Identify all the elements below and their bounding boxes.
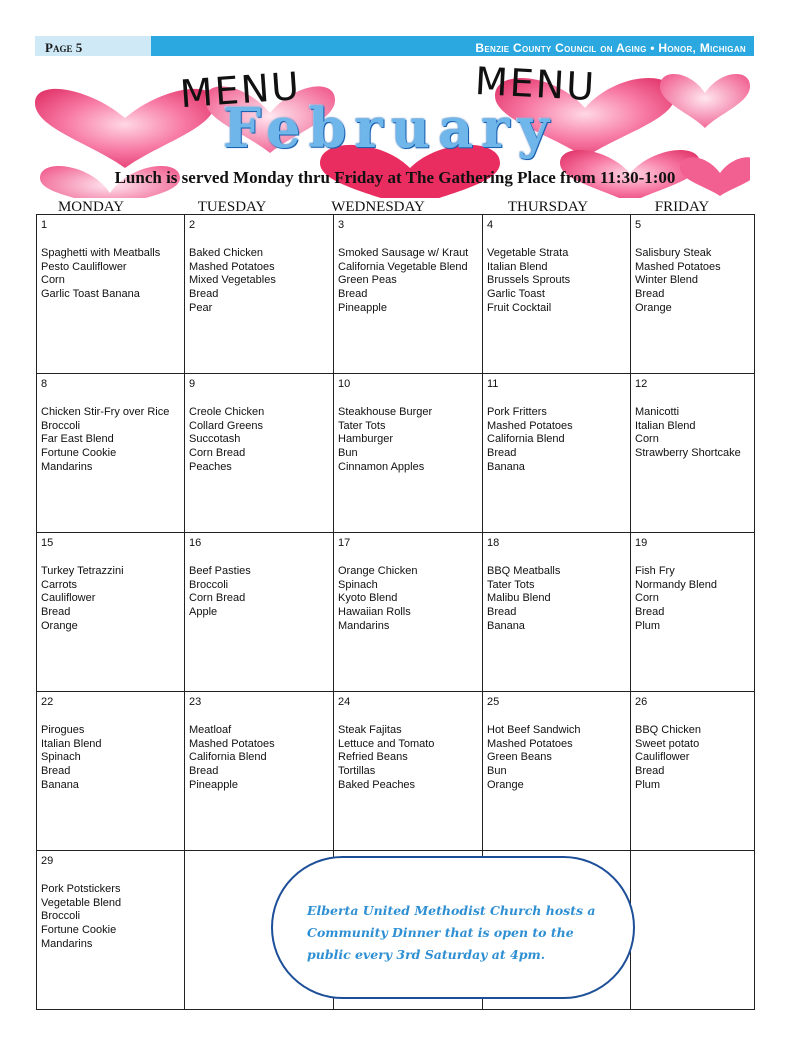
menu-item: Bread — [635, 606, 665, 619]
menu-item: Succotash — [189, 433, 241, 446]
menu-item: Bread — [189, 288, 219, 301]
date-number: 16 — [189, 537, 202, 549]
menu-item: Mashed Potatoes — [189, 260, 275, 273]
menu-item: Spinach — [338, 578, 378, 591]
date-number: 25 — [487, 696, 500, 708]
menu-item: Meatloaf — [189, 723, 232, 736]
notice-text: Elberta United Methodist Church hosts a Community Dinner that is open to the public every 3rd Saturday at 4pm. — [307, 903, 596, 962]
menu-item: Brussels Sprouts — [487, 274, 571, 287]
menu-item: Fortune Cookie — [41, 447, 117, 460]
menu-item: Bun — [487, 765, 507, 778]
menu-item: Mandarins — [41, 460, 93, 473]
menu-item: Sweet potato — [635, 737, 700, 750]
calendar-day-cell — [334, 533, 483, 692]
page-number-label: Page 5 — [35, 36, 151, 56]
menu-item: Salisbury Steak — [635, 246, 712, 259]
menu-item: Steak Fajitas — [338, 723, 402, 736]
menu-item: Corn Bread — [189, 592, 246, 605]
menu-item: Green Beans — [487, 751, 552, 764]
menu-item: Fish Fry — [635, 564, 675, 577]
date-number: 19 — [635, 537, 648, 549]
menu-item: Kyoto Blend — [338, 592, 398, 605]
menu-item: Garlic Toast Banana — [41, 288, 140, 301]
menu-item: Vegetable Strata — [487, 246, 569, 259]
date-number: 23 — [189, 696, 202, 708]
menu-item: Pesto Cauliflower — [41, 260, 127, 273]
menu-item: Bread — [41, 765, 71, 778]
menu-item: Far East Blend — [41, 433, 114, 446]
menu-item: Mashed Potatoes — [635, 260, 721, 273]
day-header-thursday: THURSDAY — [507, 199, 589, 215]
menu-item: California Blend — [487, 433, 565, 446]
menu-item: Italian Blend — [41, 737, 102, 750]
calendar-day-cell — [37, 374, 185, 533]
day-header-friday: FRIDAY — [654, 199, 710, 215]
calendar-day-cell — [631, 692, 755, 851]
date-number: 11 — [487, 378, 499, 390]
date-number: 2 — [189, 219, 196, 231]
menu-item: Chicken Stir-Fry over Rice — [41, 405, 170, 418]
menu-item: Broccoli — [189, 578, 229, 591]
calendar-day-cell — [631, 215, 755, 374]
date-number: 8 — [41, 378, 48, 390]
menu-item: Corn Bread — [189, 447, 246, 460]
menu-item: Plum — [635, 619, 661, 632]
calendar-week-row — [37, 374, 755, 533]
date-number: 1 — [41, 219, 48, 231]
calendar-day-cell — [631, 533, 755, 692]
menu-item: Bread — [487, 447, 517, 460]
menu-item: Turkey Tetrazzini — [41, 564, 124, 577]
date-number: 9 — [189, 378, 196, 390]
menu-item: Smoked Sausage w/ Kraut — [338, 246, 469, 259]
menu-item: Bread — [338, 288, 368, 301]
menu-item: BBQ Meatballs — [487, 564, 561, 577]
calendar-day-cell — [334, 374, 483, 533]
menu-item: Broccoli — [41, 419, 81, 432]
menu-item: Mashed Potatoes — [487, 737, 573, 750]
menu-item: Spaghetti with Meatballs — [41, 246, 161, 259]
menu-item: Steakhouse Burger — [338, 405, 433, 418]
menu-item: Banana — [41, 778, 79, 791]
menu-item: Pork Fritters — [487, 405, 547, 418]
menu-item: Malibu Blend — [487, 592, 551, 605]
lunch-schedule: Lunch is served Monday thru Friday at The Gathering Place from 11:30-1:00 — [114, 168, 676, 187]
calendar-day-cell — [37, 215, 185, 374]
date-number: 5 — [635, 219, 642, 231]
date-number: 15 — [41, 537, 54, 549]
menu-item: Plum — [635, 778, 661, 791]
menu-item: Fruit Cocktail — [487, 301, 552, 314]
menu-item: Corn — [41, 274, 65, 287]
day-header-tuesday: TUESDAY — [197, 199, 267, 215]
menu-item: Creole Chicken — [189, 405, 265, 418]
menu-item: Hamburger — [338, 433, 394, 446]
menu-item: Mixed Vegetables — [189, 274, 276, 287]
menu-item: Manicotti — [635, 405, 680, 418]
menu-item: Bread — [635, 288, 665, 301]
menu-item: Corn — [635, 592, 659, 605]
calendar-week-row — [37, 692, 755, 851]
menu-item: Beef Pasties — [189, 564, 251, 577]
date-number: 29 — [41, 855, 54, 867]
organization-label: Benzie County Council on Aging • Honor, Michigan — [475, 41, 746, 55]
calendar-week-row — [37, 215, 755, 374]
day-header-wednesday: WEDNESDAY — [331, 199, 425, 215]
menu-item: Bread — [487, 606, 517, 619]
menu-item: Mandarins — [338, 619, 390, 632]
menu-item: Green Peas — [338, 274, 397, 287]
month-title: February — [222, 96, 558, 160]
menu-item: Italian Blend — [487, 260, 548, 273]
calendar-day-cell — [631, 374, 755, 533]
calendar-week-row — [37, 533, 755, 692]
menu-item: Fortune Cookie — [41, 924, 117, 937]
menu-item: Pork Potstickers — [41, 882, 121, 895]
calendar-day-cell — [37, 851, 185, 1010]
calendar-day-cell — [37, 692, 185, 851]
date-number: 18 — [487, 537, 500, 549]
menu-item: Broccoli — [41, 910, 81, 923]
menu-item: Bread — [189, 765, 219, 778]
menu-item: Cauliflower — [41, 592, 96, 605]
menu-item: Cauliflower — [635, 751, 690, 764]
page-header — [35, 36, 754, 56]
date-number: 3 — [338, 219, 345, 231]
calendar-day-cell — [185, 374, 334, 533]
menu-item: Spinach — [41, 751, 81, 764]
menu-item: Apple — [189, 606, 218, 619]
menu-item: Banana — [487, 460, 525, 473]
menu-item: Vegetable Blend — [41, 896, 122, 909]
menu-item: Tortillas — [338, 765, 376, 778]
calendar-day-cell — [483, 215, 631, 374]
menu-item: Peaches — [189, 460, 232, 473]
date-number: 22 — [41, 696, 54, 708]
menu-item: Tater Tots — [338, 419, 386, 432]
menu-item: Orange — [635, 301, 672, 314]
calendar-day-cell — [185, 215, 334, 374]
menu-item: Baked Peaches — [338, 778, 416, 791]
menu-item: Collard Greens — [189, 419, 263, 432]
menu-heading-left: MENU — [178, 63, 303, 117]
community-dinner-notice — [271, 856, 635, 999]
menu-item: Mandarins — [41, 937, 93, 950]
menu-item: Pineapple — [189, 778, 238, 791]
menu-item: Mashed Potatoes — [189, 737, 275, 750]
menu-item: Corn — [635, 433, 659, 446]
menu-item: Orange Chicken — [338, 564, 418, 577]
calendar-day-cell — [37, 533, 185, 692]
menu-item: Refried Beans — [338, 751, 408, 764]
date-number: 4 — [487, 219, 494, 231]
menu-item: Pear — [189, 301, 213, 314]
day-header-monday: MONDAY — [57, 199, 125, 215]
menu-item: Tater Tots — [487, 578, 535, 591]
calendar-day-cell — [483, 374, 631, 533]
date-number: 10 — [338, 378, 351, 390]
menu-item: Bun — [338, 447, 358, 460]
menu-item: Baked Chicken — [189, 246, 263, 259]
menu-item: Mashed Potatoes — [487, 419, 573, 432]
menu-item: Bread — [635, 765, 665, 778]
menu-item: Carrots — [41, 578, 78, 591]
menu-item: Winter Blend — [635, 274, 698, 287]
menu-item: Orange — [41, 619, 78, 632]
calendar-day-cell — [483, 533, 631, 692]
date-number: 26 — [635, 696, 648, 708]
menu-item: Orange — [487, 778, 524, 791]
calendar-day-cell — [483, 692, 631, 851]
menu-item: Bread — [41, 606, 71, 619]
menu-item: Hawaiian Rolls — [338, 606, 411, 619]
menu-item: Hot Beef Sandwich — [487, 723, 581, 736]
date-number: 24 — [338, 696, 351, 708]
menu-item: California Blend — [189, 751, 267, 764]
date-number: 17 — [338, 537, 351, 549]
menu-item: Normandy Blend — [635, 578, 717, 591]
menu-item: BBQ Chicken — [635, 723, 702, 736]
menu-item: Pineapple — [338, 301, 387, 314]
menu-item: Lettuce and Tomato — [338, 737, 435, 750]
menu-item: Garlic Toast — [487, 288, 545, 301]
calendar-day-cell — [185, 533, 334, 692]
menu-item: Italian Blend — [635, 419, 696, 432]
menu-item: California Vegetable Blend — [338, 260, 468, 273]
calendar-day-cell — [631, 851, 755, 1010]
date-number: 12 — [635, 378, 648, 390]
menu-item: Banana — [487, 619, 525, 632]
menu-item: Strawberry Shortcake — [635, 447, 741, 460]
calendar-day-cell — [334, 692, 483, 851]
calendar-day-cell — [185, 692, 334, 851]
menu-item: Cinnamon Apples — [338, 460, 425, 473]
menu-heading-right: MENU — [473, 58, 598, 110]
calendar-day-cell — [334, 215, 483, 374]
menu-item: Pirogues — [41, 723, 85, 736]
